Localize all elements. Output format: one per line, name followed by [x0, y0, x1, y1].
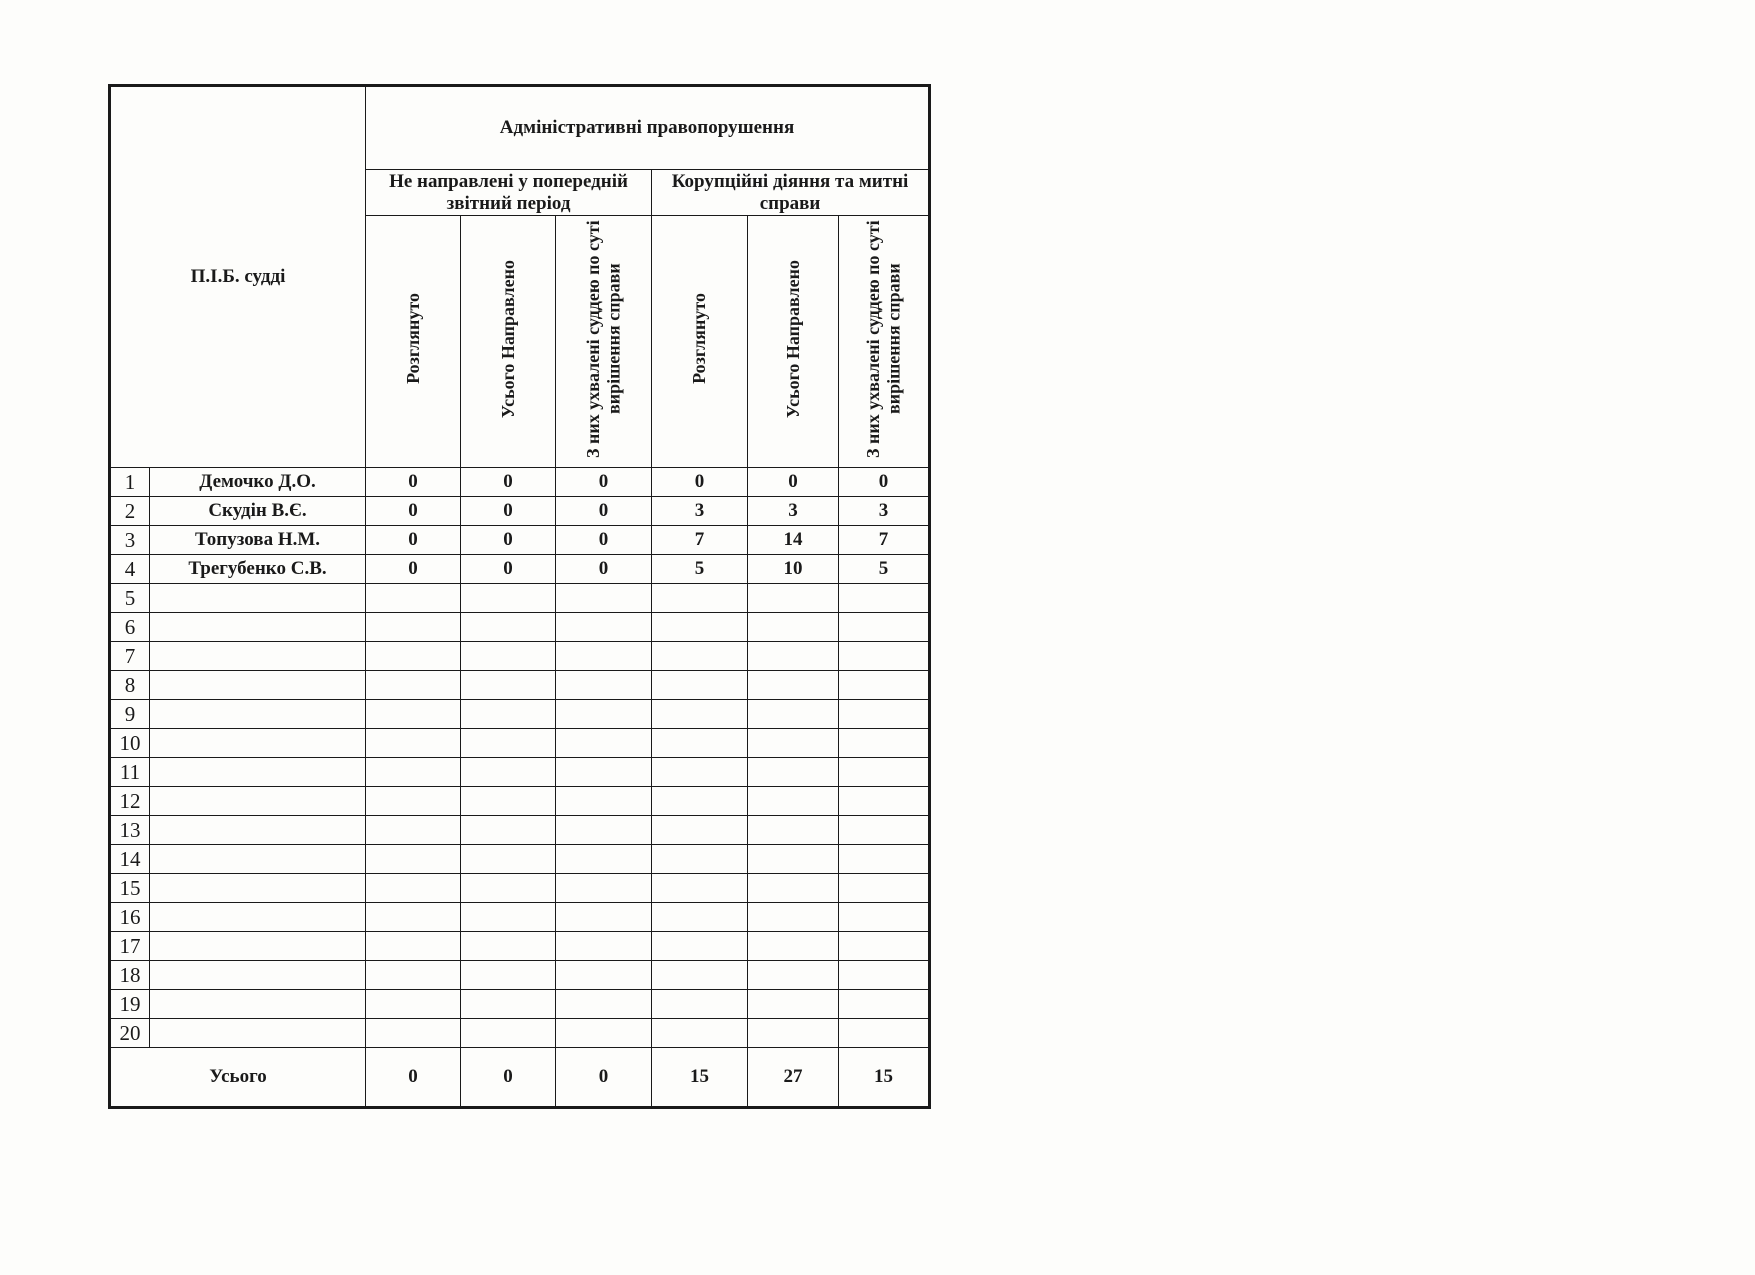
value-cell: 10	[748, 555, 839, 584]
value-cell	[839, 932, 930, 961]
table-row	[110, 729, 930, 758]
judge-name	[150, 642, 366, 671]
value-cell	[366, 932, 461, 961]
value-cell	[652, 961, 748, 990]
value-cell	[556, 613, 652, 642]
value-cell	[556, 758, 652, 787]
value-cell	[839, 613, 930, 642]
value-cell	[461, 758, 556, 787]
value-cell	[652, 903, 748, 932]
col-header-cell	[748, 216, 839, 468]
col-header-reviewed-2: Розглянуто	[689, 293, 710, 384]
judge-name	[150, 932, 366, 961]
value-cell	[366, 758, 461, 787]
value-cell	[652, 845, 748, 874]
row-number: 18	[110, 961, 150, 990]
row-number: 12	[110, 787, 150, 816]
value-cell: 7	[652, 526, 748, 555]
value-cell	[366, 613, 461, 642]
row-number: 10	[110, 729, 150, 758]
value-cell: 0	[366, 526, 461, 555]
judge-name: Топузова Н.М.	[150, 526, 366, 555]
total-row	[110, 1048, 930, 1108]
judge-name	[150, 874, 366, 903]
row-number: 16	[110, 903, 150, 932]
value-cell: 0	[556, 555, 652, 584]
value-cell	[748, 787, 839, 816]
value-cell	[556, 642, 652, 671]
row-number: 5	[110, 584, 150, 613]
value-cell	[748, 874, 839, 903]
main-header: Адміністративні правопорушення	[366, 86, 930, 170]
value-cell	[839, 584, 930, 613]
judge-name	[150, 584, 366, 613]
value-cell	[748, 1019, 839, 1048]
value-cell	[652, 990, 748, 1019]
col-header-cell	[461, 216, 556, 468]
value-cell	[652, 671, 748, 700]
row-number: 15	[110, 874, 150, 903]
value-cell	[461, 816, 556, 845]
row-number: 1	[110, 468, 150, 497]
judge-name	[150, 903, 366, 932]
value-cell	[748, 816, 839, 845]
value-cell	[461, 1019, 556, 1048]
value-cell	[652, 874, 748, 903]
value-cell	[839, 845, 930, 874]
value-cell	[839, 729, 930, 758]
table-row	[110, 671, 930, 700]
judge-name	[150, 758, 366, 787]
value-cell	[556, 961, 652, 990]
table-row	[110, 1019, 930, 1048]
row-number: 6	[110, 613, 150, 642]
value-cell	[366, 700, 461, 729]
judge-name: Демочко Д.О.	[150, 468, 366, 497]
total-value: 0	[461, 1048, 556, 1108]
value-cell	[748, 758, 839, 787]
value-cell: 3	[748, 497, 839, 526]
value-cell	[366, 961, 461, 990]
value-cell	[839, 1019, 930, 1048]
col-header-reviewed-1: Розглянуто	[402, 293, 423, 384]
value-cell	[366, 729, 461, 758]
value-cell: 5	[652, 555, 748, 584]
table-row	[110, 526, 930, 555]
group2-header: Корупційні діяння та митні справи	[652, 170, 930, 216]
value-cell	[748, 729, 839, 758]
value-cell	[748, 700, 839, 729]
value-cell	[461, 932, 556, 961]
value-cell	[556, 816, 652, 845]
value-cell	[652, 816, 748, 845]
table-row	[110, 961, 930, 990]
value-cell	[556, 700, 652, 729]
value-cell: 0	[461, 497, 556, 526]
total-value: 15	[839, 1048, 930, 1108]
row-number: 19	[110, 990, 150, 1019]
value-cell	[839, 874, 930, 903]
judges-report-table	[108, 84, 931, 1109]
row-number: 2	[110, 497, 150, 526]
value-cell	[556, 845, 652, 874]
value-cell	[652, 700, 748, 729]
value-cell	[556, 787, 652, 816]
value-cell	[366, 642, 461, 671]
table-row	[110, 584, 930, 613]
value-cell	[366, 903, 461, 932]
judge-name	[150, 845, 366, 874]
judge-name	[150, 700, 366, 729]
row-number: 7	[110, 642, 150, 671]
value-cell	[366, 1019, 461, 1048]
value-cell	[839, 961, 930, 990]
value-cell	[366, 816, 461, 845]
value-cell: 3	[839, 497, 930, 526]
row-number: 20	[110, 1019, 150, 1048]
value-cell	[839, 671, 930, 700]
table-row	[110, 700, 930, 729]
value-cell	[652, 642, 748, 671]
judge-name	[150, 990, 366, 1019]
value-cell	[366, 874, 461, 903]
col-header-cell	[652, 216, 748, 468]
value-cell	[366, 787, 461, 816]
value-cell	[366, 671, 461, 700]
value-cell	[461, 700, 556, 729]
table-row	[110, 555, 930, 584]
judge-name: Трегубенко С.В.	[150, 555, 366, 584]
value-cell: 0	[556, 497, 652, 526]
value-cell	[652, 932, 748, 961]
col-header-decided-1: З них ухвалені суддею по суті вирішення справи	[582, 219, 624, 458]
col-header-decided-2: З них ухвалені суддею по суті вирішення справи	[862, 219, 904, 458]
value-cell	[839, 816, 930, 845]
value-cell	[461, 642, 556, 671]
value-cell	[556, 932, 652, 961]
judge-name	[150, 1019, 366, 1048]
judge-name	[150, 613, 366, 642]
total-value: 15	[652, 1048, 748, 1108]
value-cell	[461, 903, 556, 932]
col-header-cell	[556, 216, 652, 468]
value-cell	[839, 990, 930, 1019]
total-label: Усього	[110, 1048, 366, 1108]
table-row	[110, 932, 930, 961]
value-cell	[461, 729, 556, 758]
value-cell	[748, 845, 839, 874]
value-cell: 5	[839, 555, 930, 584]
row-number: 4	[110, 555, 150, 584]
value-cell: 0	[366, 468, 461, 497]
total-value: 0	[556, 1048, 652, 1108]
row-number: 13	[110, 816, 150, 845]
value-cell	[839, 903, 930, 932]
value-cell	[652, 787, 748, 816]
value-cell	[461, 990, 556, 1019]
table-row	[110, 990, 930, 1019]
value-cell	[748, 961, 839, 990]
value-cell	[748, 932, 839, 961]
table-row	[110, 816, 930, 845]
value-cell	[748, 613, 839, 642]
value-cell	[839, 758, 930, 787]
value-cell	[652, 1019, 748, 1048]
value-cell	[748, 903, 839, 932]
judge-name	[150, 787, 366, 816]
value-cell	[556, 990, 652, 1019]
value-cell	[461, 584, 556, 613]
row-number: 3	[110, 526, 150, 555]
table-row	[110, 845, 930, 874]
judge-name	[150, 729, 366, 758]
value-cell	[461, 874, 556, 903]
value-cell	[556, 671, 652, 700]
value-cell	[461, 613, 556, 642]
value-cell	[461, 787, 556, 816]
table-row	[110, 874, 930, 903]
judge-name: Скудін В.Є.	[150, 497, 366, 526]
value-cell: 0	[839, 468, 930, 497]
value-cell: 0	[748, 468, 839, 497]
table-row	[110, 642, 930, 671]
value-cell	[748, 584, 839, 613]
value-cell	[652, 584, 748, 613]
value-cell: 0	[366, 555, 461, 584]
value-cell	[556, 903, 652, 932]
value-cell	[748, 642, 839, 671]
col-header-cell	[366, 216, 461, 468]
table-row	[110, 787, 930, 816]
value-cell: 0	[556, 526, 652, 555]
value-cell: 0	[366, 497, 461, 526]
judge-name	[150, 961, 366, 990]
value-cell: 0	[461, 468, 556, 497]
table-row	[110, 758, 930, 787]
value-cell: 7	[839, 526, 930, 555]
value-cell: 0	[556, 468, 652, 497]
row-number: 9	[110, 700, 150, 729]
total-value: 27	[748, 1048, 839, 1108]
group1-header: Не направлені у попередній звітний період	[366, 170, 652, 216]
table-row	[110, 497, 930, 526]
col-header-sent-2: Усього Направлено	[782, 259, 803, 418]
judge-name	[150, 671, 366, 700]
value-cell	[556, 874, 652, 903]
value-cell	[839, 787, 930, 816]
value-cell	[652, 758, 748, 787]
value-cell	[556, 584, 652, 613]
value-cell	[366, 845, 461, 874]
value-cell	[556, 1019, 652, 1048]
table-row	[110, 903, 930, 932]
col-header-sent-1: Усього Направлено	[497, 259, 518, 418]
value-cell	[366, 990, 461, 1019]
row-number: 8	[110, 671, 150, 700]
value-cell	[839, 642, 930, 671]
value-cell: 3	[652, 497, 748, 526]
table-row	[110, 468, 930, 497]
row-number: 11	[110, 758, 150, 787]
value-cell	[748, 990, 839, 1019]
value-cell	[652, 729, 748, 758]
value-cell	[556, 729, 652, 758]
value-cell	[461, 961, 556, 990]
value-cell: 0	[652, 468, 748, 497]
value-cell	[652, 613, 748, 642]
value-cell	[461, 671, 556, 700]
value-cell	[748, 671, 839, 700]
value-cell: 14	[748, 526, 839, 555]
value-cell	[461, 845, 556, 874]
row-number: 17	[110, 932, 150, 961]
value-cell: 0	[461, 555, 556, 584]
value-cell	[366, 584, 461, 613]
total-value: 0	[366, 1048, 461, 1108]
judge-name	[150, 816, 366, 845]
judge-name-header: П.І.Б. судді	[110, 86, 366, 468]
value-cell: 0	[461, 526, 556, 555]
value-cell	[839, 700, 930, 729]
table-row	[110, 613, 930, 642]
col-header-cell	[839, 216, 930, 468]
row-number: 14	[110, 845, 150, 874]
